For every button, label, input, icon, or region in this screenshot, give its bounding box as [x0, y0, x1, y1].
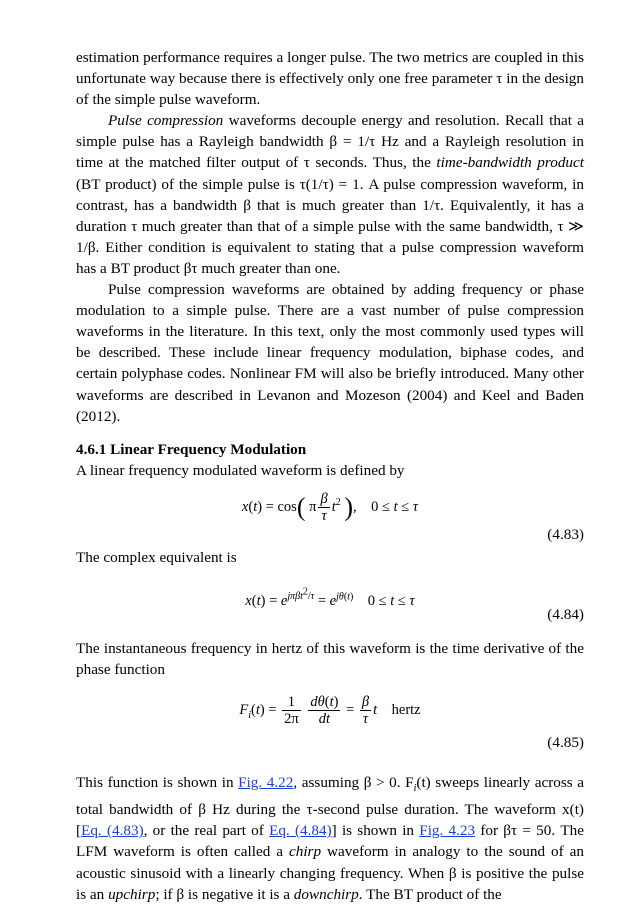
paragraph-1: estimation performance requires a longer pulse. The two metrics are coupled in this unfortunate way because there is effectively only one free parameter τ in the design of the simple pulse waveform.	[76, 49, 584, 109]
paragraph-5: This function is shown in Fig. 4.22, assuming β > 0. $F_i(t)$ sweeps linearly across a total bandwidth of β Hz during the τ-second pulse duration. The waveform x(t) [Eq. (4.83), or the real part of Eq. (4.84)] is shown in Fig. 4.23 for βτ = 50. The LFM waveform is often called a chirp waveform in analogy to the sound of an acoustic sinusoid with a linearly changing frequency. When β is positive the pulse is an upchirp; if β is negative it is a downchirp. The BT product of the	[76, 774, 585, 903]
paragraph-3: Pulse compression waveforms are obtained by adding frequency or phase modulation to a simple pulse. There are a vast number of pulse compression waveforms in the literature. In this text, only the most commonly used types will be described. These include linear frequency modulation, biphase codes, and certain polyphase codes. Nonlinear FM will also be briefly introduced. Many other waveforms are described in Levanon and Mozeson (2004) and Keel and Baden (2012).	[76, 281, 584, 425]
equation-4-84	[76, 568, 584, 626]
equation-number: (4.85)	[547, 734, 584, 752]
tbp-term: time-bandwidth product	[436, 154, 584, 172]
fig-4-22-link[interactable]: Fig. 4.22	[238, 774, 294, 792]
page-content	[76, 47, 584, 905]
equation-number: (4.84)	[547, 605, 584, 623]
equation-4-83-formula: x(t) = cos( π $\frac{\beta}{\tau}$ $t^2$ ), 0 ≤ t ≤ τ	[241, 490, 419, 524]
eq-4-84-link[interactable]: Eq. (4.84)	[269, 822, 332, 840]
complex-intro: The complex equivalent is	[76, 548, 237, 566]
fig-4-23-link[interactable]: Fig. 4.23	[419, 822, 476, 840]
paragraph-2: Pulse compression waveforms decouple energy and resolution. Recall that a simple pulse has a Rayleigh bandwidth β = 1/τ Hz and a Rayleigh resolution in time at the matched filter output of τ seconds. Thus, the time-bandwidth product (BT product) of the simple pulse is τ(1/τ) = 1. A pulse compression waveform, in contrast, has a bandwidth β that is much greater than 1/τ. Equivalently, it has a duration τ much greater than that of a simple pulse with the same bandwidth, τ ≫ 1/β. Either condition is equivalent to stating that a pulse compression waveform has a BT product βτ much greater than one.	[76, 112, 584, 277]
pulse-compression-term: Pulse compression	[108, 112, 224, 130]
equation-4-84-formula: $x(t) = e^{j\pi\beta t^2/\tau} = e^{j\theta(t)}$ 0 ≤ t ≤ τ	[245, 586, 415, 610]
equation-4-83	[76, 481, 584, 545]
equation-number: (4.83)	[547, 525, 584, 543]
eq-4-83-link[interactable]: Eq. (4.83)	[81, 822, 144, 840]
equation-4-85-formula: $F_i(t)$ = $\frac{1}{2\pi}$ $\frac{d\theta(t)}{dt}$ = $\frac{\beta}{\tau}$ t hertz	[239, 694, 421, 728]
equation-4-85	[76, 680, 584, 760]
section-heading: 4.6.1 Linear Frequency Modulation	[76, 440, 307, 458]
section-intro: A linear frequency modulated waveform is defined by	[76, 461, 405, 479]
instantaneous-intro: The instantaneous frequency in hertz of this waveform is the time derivative of the phase function	[76, 639, 584, 679]
